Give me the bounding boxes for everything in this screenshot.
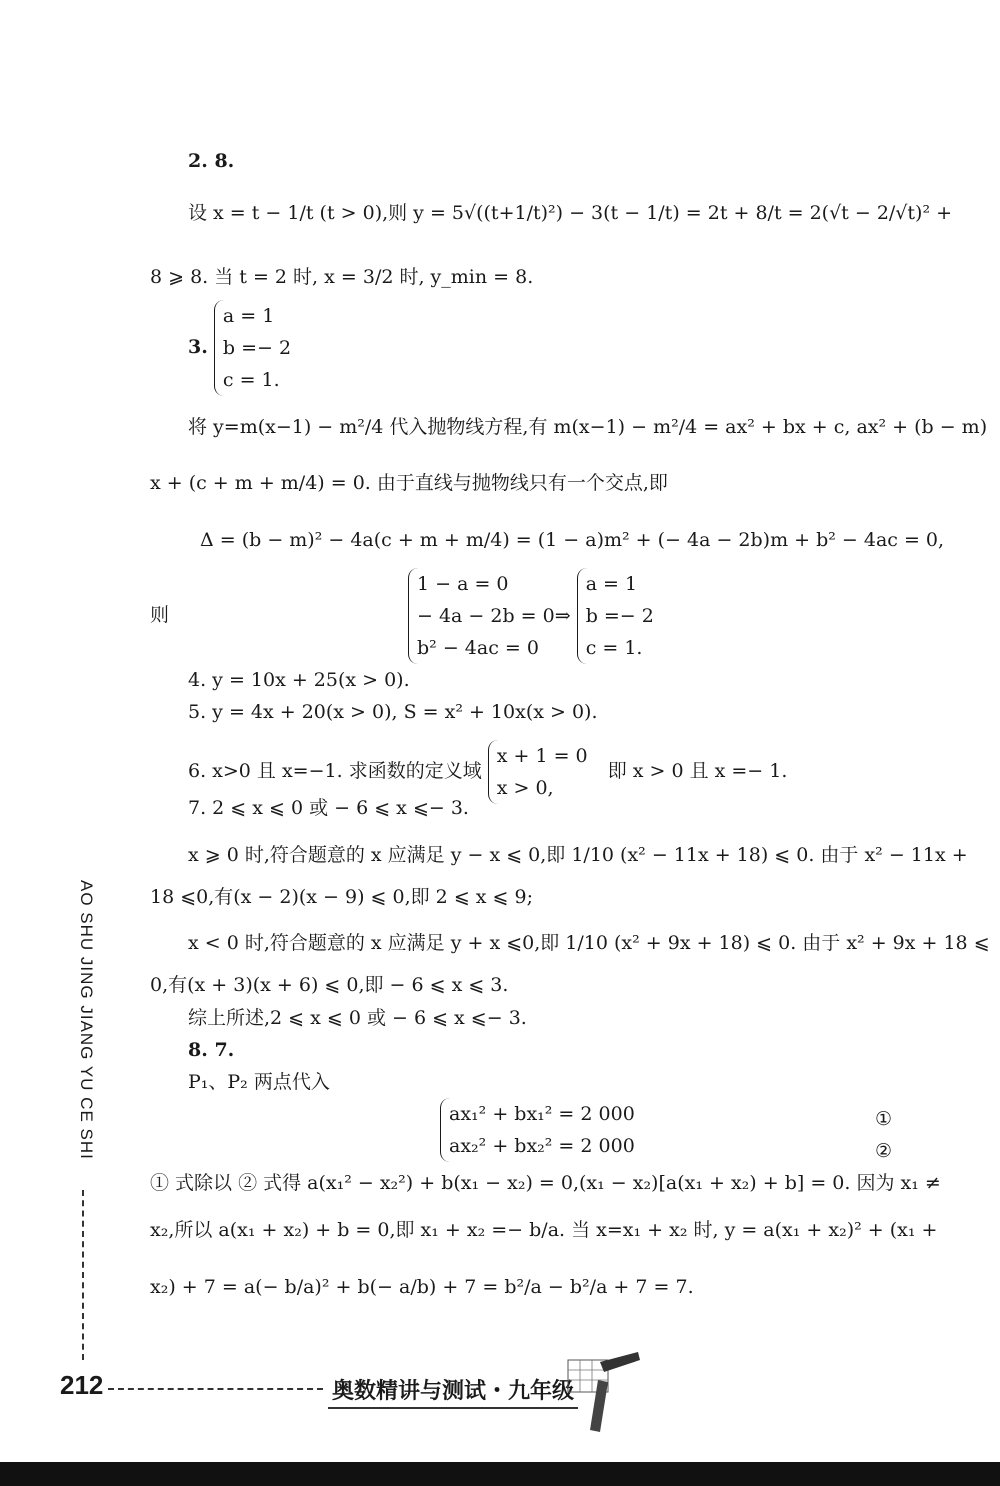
answer-3-then: 则: [150, 604, 170, 626]
answer-7-line-3: x < 0 时,符合题意的 x 应满足 y + x ⩽0,即 1/10 (x² + 9x + 18) ⩽ 0. 由于 x² + 9x + 18 ⩽: [188, 932, 990, 954]
answer-2-line-2: 8 ⩾ 8. 当 t = 2 时, x = 3/2 时, y_min = 8.: [150, 266, 534, 288]
answer-3-line-2: x + (c + m + m/4) = 0. 由于直线与抛物线只有一个交点,即: [150, 472, 668, 494]
answer-8-line-2: ① 式除以 ② 式得 a(x₁² − x₂²) + b(x₁ − x₂) = 0,(x₁ − x₂)[a(x₁ + x₂) + b] = 0. 因为 x₁ ≠: [150, 1172, 941, 1194]
vertical-dashed-rule: [82, 1190, 84, 1360]
page-number: 212: [60, 1370, 104, 1400]
answer-6-system: [488, 740, 588, 804]
system-row: 1 − a = 0: [417, 573, 509, 595]
answer-7-heading: 7. 2 ⩽ x ⩽ 0 或 − 6 ⩽ x ⩽− 3.: [188, 797, 469, 819]
answer-5: 5. y = 4x + 20(x > 0), S = x² + 10x(x > 0).: [188, 701, 598, 723]
answer-7-line-1: x ⩾ 0 时,符合题意的 x 应满足 y − x ⩽ 0,即 1/10 (x² − 11x + 18) ⩽ 0. 由于 x² − 11x +: [188, 844, 968, 866]
pencil-ruler-icon: [560, 1340, 650, 1440]
system-row: c = 1.: [222, 369, 280, 391]
answer-8-heading: 8. 7.: [188, 1039, 235, 1061]
equation-marker-1: ①: [875, 1108, 893, 1130]
answer-4: 4. y = 10x + 25(x > 0).: [188, 669, 410, 691]
system-row: ax₂² + bx₂² = 2 000: [449, 1135, 635, 1157]
answer-3-line-3: Δ = (b − m)² − 4a(c + m + m/4) = (1 − a)m² + (− 4a − 2b)m + b² − 4ac = 0,: [200, 529, 945, 551]
book-title: 奥数精讲与测试・九年级: [328, 1374, 578, 1409]
answer-7-line-4: 0,有(x + 3)(x + 6) ⩽ 0,即 − 6 ⩽ x ⩽ 3.: [150, 974, 509, 996]
footer-dashed-rule: [108, 1388, 323, 1390]
system-row: b =− 2: [585, 605, 654, 627]
answer-6-text-b: 即 x > 0 且 x =− 1.: [607, 760, 788, 782]
system-row: ax₁² + bx₁² = 2 000: [449, 1103, 635, 1125]
answer-3-label: 3.: [188, 336, 208, 358]
answer-8-line-3: x₂,所以 a(x₁ + x₂) + b = 0,即 x₁ + x₂ =− b/a. 当 x=x₁ + x₂ 时, y = a(x₁ + x₂)² + (x₁ +: [150, 1219, 938, 1241]
system-row: b =− 2: [222, 337, 292, 359]
answer-2-heading: 2. 8.: [188, 150, 235, 172]
answer-6-text-a: 6. x>0 且 x=−1. 求函数的定义域: [188, 760, 482, 782]
answer-3-heading: [188, 300, 291, 396]
answer-8-line-1: P₁、P₂ 两点代入: [188, 1071, 330, 1093]
bottom-scan-bar: [0, 1462, 1000, 1486]
system-row: − 4a − 2b = 0⇒: [417, 605, 571, 627]
system-row: c = 1.: [585, 637, 643, 659]
answer-8-line-4: x₂) + 7 = a(− b/a)² + b(− a/b) + 7 = b²/a − b²/a + 7 = 7.: [150, 1276, 694, 1298]
answer-3-system-3: [577, 568, 654, 664]
answer-8-system: [440, 1098, 635, 1162]
answer-7-line-5: 综上所述,2 ⩽ x ⩽ 0 或 − 6 ⩽ x ⩽− 3.: [188, 1007, 527, 1029]
answer-3-system-2: [408, 568, 654, 664]
side-running-title: AO SHU JING JIANG YU CE SHI: [77, 880, 96, 1160]
answer-3-line-1: 将 y=m(x−1) − m²/4 代入抛物线方程,有 m(x−1) − m²/4 = ax² + bx + c, ax² + (b − m): [188, 416, 988, 438]
equation-marker-2: ②: [875, 1140, 893, 1162]
answer-7-line-2: 18 ⩽0,有(x − 2)(x − 9) ⩽ 0,即 2 ⩽ x ⩽ 9;: [150, 886, 533, 908]
system-row: x + 1 = 0: [496, 745, 588, 767]
answer-3-system: [214, 300, 291, 396]
system-row: a = 1: [585, 573, 638, 595]
system-row: x > 0,: [496, 777, 554, 799]
system-row: b² − 4ac = 0: [417, 637, 539, 659]
system-row: a = 1: [222, 305, 275, 327]
answer-2-line-1: 设 x = t − 1/t (t > 0),则 y = 5√((t+1/t)²) − 3(t − 1/t) = 2t + 8/t = 2(√t − 2/√t)² +: [188, 202, 953, 224]
